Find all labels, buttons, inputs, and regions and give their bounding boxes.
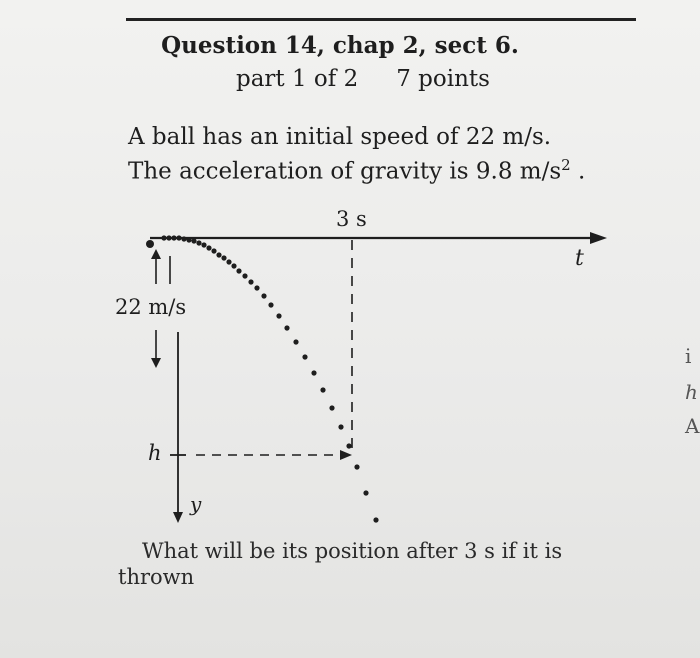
cutoff-text-1: i <box>685 344 692 368</box>
cutoff-text-3: A <box>685 414 700 438</box>
part-label: part 1 of 2 <box>236 66 359 92</box>
problem-line-1: A ball has an initial speed of 22 m/s. <box>128 124 552 150</box>
question-text: What will be its position after 3 s if it is thrown <box>118 539 563 589</box>
t-axis-label: t <box>575 246 584 271</box>
cutoff-text-2: h <box>685 380 698 404</box>
gravity-text: The acceleration of gravity is 9.8 m/s <box>128 158 562 185</box>
gravity-exponent: 2 <box>561 156 571 174</box>
downward-arrow-head <box>151 358 161 368</box>
time-3s-label: 3 s <box>336 207 367 231</box>
y-axis-arrowhead <box>173 512 183 523</box>
y-axis-label: y <box>190 492 202 516</box>
start-point <box>146 240 154 248</box>
initial-speed-label: 22 m/s <box>115 295 187 319</box>
h-dashed-arrowhead <box>340 450 352 460</box>
trajectory-dots <box>161 235 378 522</box>
gravity-suffix: . <box>570 158 586 185</box>
h-label: h <box>148 441 162 465</box>
points-label: 7 points <box>396 66 490 92</box>
question-title: Question 14, chap 2, sect 6. <box>161 32 519 59</box>
upward-arrow-head <box>151 249 161 259</box>
time-axis-arrowhead <box>590 232 607 244</box>
